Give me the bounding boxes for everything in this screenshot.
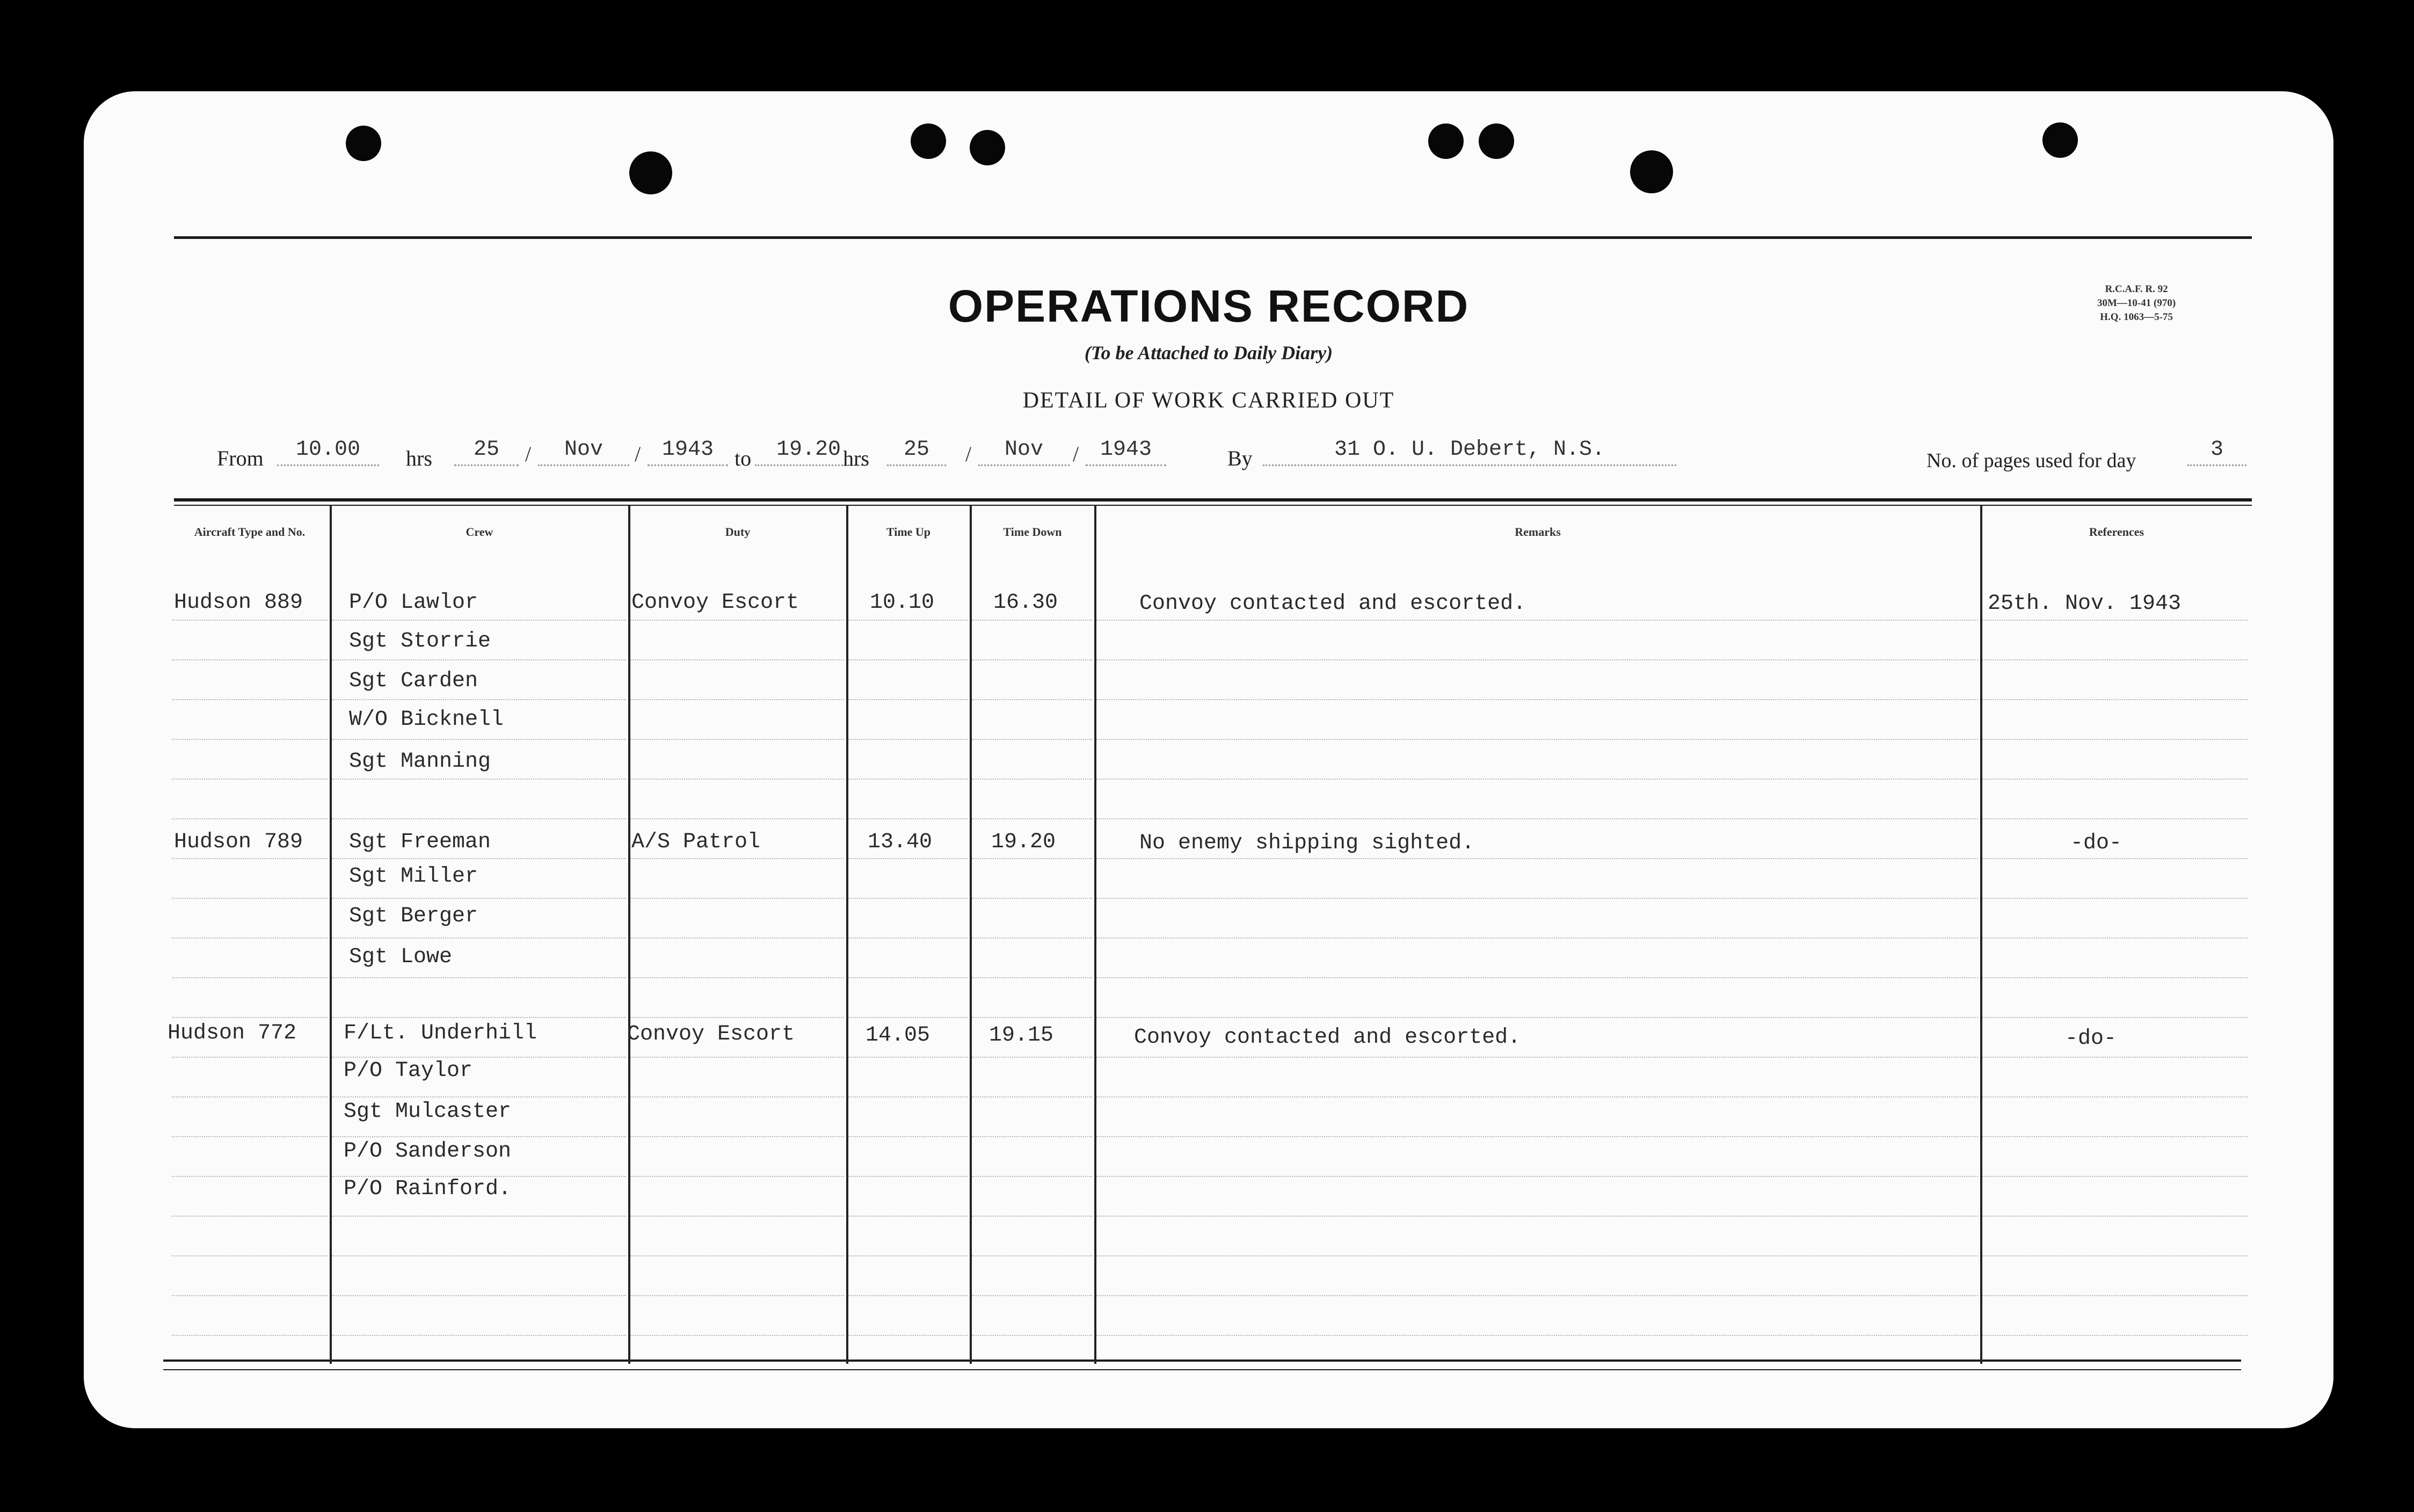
dotted-line xyxy=(848,1255,968,1256)
duty-cell: A/S Patrol xyxy=(631,830,761,854)
dotted-line xyxy=(332,699,626,700)
dotted-line xyxy=(630,1057,844,1058)
to-year: 1943 xyxy=(1086,438,1166,466)
dotted-line xyxy=(630,1295,844,1296)
dotted-line xyxy=(332,1335,626,1336)
dotted-line xyxy=(172,937,328,939)
column-divider xyxy=(1980,505,1982,1364)
dotted-line xyxy=(1096,1017,1978,1018)
dotted-line xyxy=(1096,1176,1978,1177)
dotted-line xyxy=(848,1295,968,1296)
pages-label: No. of pages used for day xyxy=(1926,449,2136,472)
dotted-line xyxy=(332,659,626,660)
dotted-line xyxy=(1982,1216,2248,1217)
column-header-time-down: Time Down xyxy=(1003,525,1062,539)
dotted-line xyxy=(1096,937,1978,939)
dotted-line xyxy=(848,858,968,859)
dotted-line xyxy=(172,1096,328,1097)
dotted-line xyxy=(1982,937,2248,939)
dotted-line xyxy=(630,699,844,700)
column-header-aircraft: Aircraft Type and No. xyxy=(194,525,306,539)
dotted-line xyxy=(630,898,844,899)
dotted-line xyxy=(1096,699,1978,700)
dotted-line xyxy=(972,1017,1092,1018)
dotted-line xyxy=(972,620,1092,621)
time-up-cell: 13.40 xyxy=(868,830,933,854)
dotted-line xyxy=(1982,739,2248,740)
dotted-line xyxy=(172,1136,328,1137)
dotted-line xyxy=(172,1335,328,1336)
dotted-line xyxy=(848,1057,968,1058)
dotted-line xyxy=(172,1216,328,1217)
aircraft-cell: Hudson 889 xyxy=(174,591,303,615)
dotted-line xyxy=(172,898,328,899)
dotted-line xyxy=(172,620,328,621)
dotted-line xyxy=(1096,818,1978,819)
dotted-line xyxy=(848,1335,968,1336)
table-top-rule xyxy=(174,505,2252,506)
dotted-line xyxy=(972,1216,1092,1217)
time-down-cell: 19.15 xyxy=(989,1023,1054,1048)
column-header-crew: Crew xyxy=(466,525,493,539)
time-up-cell: 14.05 xyxy=(866,1023,930,1048)
to-label: to xyxy=(735,446,752,470)
dotted-line xyxy=(332,1017,626,1018)
table-bottom-rule xyxy=(163,1369,2241,1370)
dotted-line xyxy=(1096,620,1978,621)
dotted-line xyxy=(630,779,844,780)
dotted-line xyxy=(972,1136,1092,1137)
top-rule xyxy=(174,236,2252,239)
column-header-time-up: Time Up xyxy=(886,525,931,539)
dotted-line xyxy=(172,739,328,740)
form-code xyxy=(2097,282,2176,324)
punch-hole xyxy=(911,123,946,159)
by-value: 31 O. U. Debert, N.S. xyxy=(1263,438,1676,466)
dotted-line xyxy=(1982,1255,2248,1256)
dotted-line xyxy=(972,1176,1092,1177)
dotted-line xyxy=(1982,818,2248,819)
from-label: From xyxy=(217,446,264,470)
date-separator: / xyxy=(965,442,972,466)
dotted-line xyxy=(332,1255,626,1256)
dotted-line xyxy=(1982,1136,2248,1137)
dotted-line xyxy=(972,858,1092,859)
dotted-line xyxy=(848,1017,968,1018)
dotted-line xyxy=(1096,977,1978,978)
crew-member: P/O Lawlor xyxy=(349,591,478,615)
dotted-line xyxy=(630,1335,844,1336)
column-header-duty: Duty xyxy=(725,525,751,539)
form-code-line: 30M—10-41 (970) xyxy=(2097,297,2176,309)
hrs-label: hrs xyxy=(406,446,432,470)
dotted-line xyxy=(172,977,328,978)
dotted-line xyxy=(172,659,328,660)
operations-record-card xyxy=(84,91,2333,1428)
table-bottom-rule xyxy=(163,1360,2241,1362)
form-detail-heading: DETAIL OF WORK CARRIED OUT xyxy=(1022,388,1395,413)
punch-hole xyxy=(1479,123,1514,159)
dotted-line xyxy=(848,898,968,899)
dotted-line xyxy=(1982,1176,2248,1177)
dotted-line xyxy=(1982,858,2248,859)
dotted-line xyxy=(848,937,968,939)
dotted-line xyxy=(1096,858,1978,859)
punch-hole xyxy=(1428,123,1464,159)
dotted-line xyxy=(172,1176,328,1177)
crew-member: Sgt Mulcaster xyxy=(344,1100,512,1124)
dotted-line xyxy=(1982,977,2248,978)
date-separator: / xyxy=(635,442,641,466)
dotted-line xyxy=(1982,898,2248,899)
dotted-line xyxy=(972,977,1092,978)
dotted-line xyxy=(972,1096,1092,1097)
dotted-line xyxy=(630,659,844,660)
dotted-line xyxy=(972,739,1092,740)
to-hrs-label: hrs xyxy=(843,446,869,470)
crew-member: F/Lt. Underhill xyxy=(344,1021,537,1045)
dotted-line xyxy=(332,898,626,899)
dotted-line xyxy=(1096,1096,1978,1097)
dotted-line xyxy=(1982,659,2248,660)
dotted-line xyxy=(1982,620,2248,621)
form-title: OPERATIONS RECORD xyxy=(948,281,1470,331)
dotted-line xyxy=(848,1176,968,1177)
dotted-line xyxy=(848,818,968,819)
remarks-cell: No enemy shipping sighted. xyxy=(1139,831,1475,855)
table-top-rule xyxy=(174,498,2252,501)
dotted-line xyxy=(332,779,626,780)
dotted-line xyxy=(172,1057,328,1058)
dotted-line xyxy=(972,1295,1092,1296)
dotted-line xyxy=(332,937,626,939)
dotted-line xyxy=(1982,779,2248,780)
punch-hole xyxy=(2042,122,2078,158)
dotted-line xyxy=(848,739,968,740)
column-header-remarks: Remarks xyxy=(1515,525,1561,539)
dotted-line xyxy=(172,818,328,819)
dotted-line xyxy=(1982,1096,2248,1097)
dotted-line xyxy=(630,1136,844,1137)
dotted-line xyxy=(630,937,844,939)
dotted-line xyxy=(332,1096,626,1097)
column-divider xyxy=(628,505,630,1364)
pages-value: 3 xyxy=(2187,438,2246,466)
dotted-line xyxy=(848,699,968,700)
dotted-line xyxy=(848,620,968,621)
dotted-line xyxy=(848,977,968,978)
time-down-cell: 16.30 xyxy=(993,591,1058,615)
crew-member: Sgt Lowe xyxy=(349,945,453,969)
dotted-line xyxy=(1096,1057,1978,1058)
dotted-line xyxy=(630,739,844,740)
dotted-line xyxy=(332,1136,626,1137)
dotted-line xyxy=(630,1096,844,1097)
dotted-line xyxy=(332,739,626,740)
aircraft-cell: Hudson 772 xyxy=(168,1021,297,1045)
column-divider xyxy=(330,505,332,1364)
dotted-line xyxy=(172,1295,328,1296)
dotted-line xyxy=(972,1335,1092,1336)
from-day: 25 xyxy=(454,438,519,466)
dotted-line xyxy=(848,1096,968,1097)
punch-hole xyxy=(1630,150,1673,193)
remarks-cell: Convoy contacted and escorted. xyxy=(1134,1026,1521,1050)
dotted-line xyxy=(1096,779,1978,780)
punch-hole xyxy=(629,151,672,194)
duty-cell: Convoy Escort xyxy=(631,591,799,615)
dotted-line xyxy=(332,1057,626,1058)
dotted-line xyxy=(630,1255,844,1256)
dotted-line xyxy=(172,858,328,859)
reference-cell: 25th. Nov. 1943 xyxy=(1988,592,2182,616)
reference-cell: -do- xyxy=(2070,831,2122,855)
dotted-line xyxy=(1982,1017,2248,1018)
dotted-line xyxy=(848,1216,968,1217)
dotted-line xyxy=(848,779,968,780)
crew-member: Sgt Carden xyxy=(349,669,478,693)
dotted-line xyxy=(172,779,328,780)
dotted-line xyxy=(972,699,1092,700)
crew-member: Sgt Berger xyxy=(349,904,478,928)
dotted-line xyxy=(1096,1136,1978,1137)
dotted-line xyxy=(1096,1335,1978,1336)
from-time: 10.00 xyxy=(277,438,379,466)
dotted-line xyxy=(972,818,1092,819)
dotted-line xyxy=(1096,1216,1978,1217)
dotted-line xyxy=(1982,1295,2248,1296)
reference-cell: -do- xyxy=(2065,1027,2117,1051)
dotted-line xyxy=(1982,699,2248,700)
dotted-line xyxy=(332,620,626,621)
dotted-line xyxy=(972,779,1092,780)
time-down-cell: 19.20 xyxy=(991,830,1056,854)
dotted-line xyxy=(172,699,328,700)
form-code-line: H.Q. 1063—5-75 xyxy=(2100,311,2173,323)
crew-member: Sgt Miller xyxy=(349,864,478,889)
date-separator: / xyxy=(1073,442,1079,466)
time-up-cell: 10.10 xyxy=(870,591,935,615)
aircraft-cell: Hudson 789 xyxy=(174,830,303,854)
to-time: 19.20 xyxy=(755,438,862,466)
form-code-line: R.C.A.F. R. 92 xyxy=(2105,284,2168,295)
by-label: By xyxy=(1227,446,1253,470)
dotted-line xyxy=(1096,1295,1978,1296)
dotted-line xyxy=(172,1017,328,1018)
dotted-line xyxy=(1096,898,1978,899)
to-month: Nov xyxy=(978,438,1070,466)
crew-member: Sgt Freeman xyxy=(349,830,491,854)
punch-hole xyxy=(346,126,381,161)
dotted-line xyxy=(332,858,626,859)
dotted-line xyxy=(1982,1057,2248,1058)
to-day: 25 xyxy=(887,438,946,466)
crew-member: P/O Rainford. xyxy=(344,1177,512,1201)
dotted-line xyxy=(630,977,844,978)
dotted-line xyxy=(332,977,626,978)
dotted-line xyxy=(630,858,844,859)
column-divider xyxy=(970,505,972,1364)
from-year: 1943 xyxy=(648,438,728,466)
dotted-line xyxy=(972,659,1092,660)
date-separator: / xyxy=(525,442,532,466)
dotted-line xyxy=(972,1057,1092,1058)
duty-cell: Convoy Escort xyxy=(627,1022,795,1046)
dotted-line xyxy=(848,659,968,660)
column-divider xyxy=(846,505,848,1364)
crew-member: P/O Sanderson xyxy=(344,1139,512,1164)
dotted-line xyxy=(1096,1255,1978,1256)
dotted-line xyxy=(972,1255,1092,1256)
dotted-line xyxy=(972,937,1092,939)
dotted-line xyxy=(332,1216,626,1217)
form-subtitle: (To be Attached to Daily Diary) xyxy=(1084,342,1333,364)
dotted-line xyxy=(1982,1335,2248,1336)
crew-member: Sgt Storrie xyxy=(349,629,491,653)
dotted-line xyxy=(630,1176,844,1177)
column-header-references: References xyxy=(2089,525,2144,539)
dotted-line xyxy=(848,1136,968,1137)
remarks-cell: Convoy contacted and escorted. xyxy=(1139,592,1526,616)
dotted-line xyxy=(1096,739,1978,740)
from-month: Nov xyxy=(538,438,629,466)
crew-member: Sgt Manning xyxy=(349,750,491,774)
crew-member: W/O Bicknell xyxy=(349,708,504,732)
dotted-line xyxy=(332,1295,626,1296)
dotted-line xyxy=(972,898,1092,899)
dotted-line xyxy=(172,1255,328,1256)
column-divider xyxy=(1094,505,1096,1364)
dotted-line xyxy=(630,1017,844,1018)
dotted-line xyxy=(630,620,844,621)
dotted-line xyxy=(332,818,626,819)
dotted-line xyxy=(630,1216,844,1217)
crew-member: P/O Taylor xyxy=(344,1059,473,1083)
dotted-line xyxy=(1096,659,1978,660)
punch-hole xyxy=(970,130,1005,165)
dotted-line xyxy=(630,818,844,819)
